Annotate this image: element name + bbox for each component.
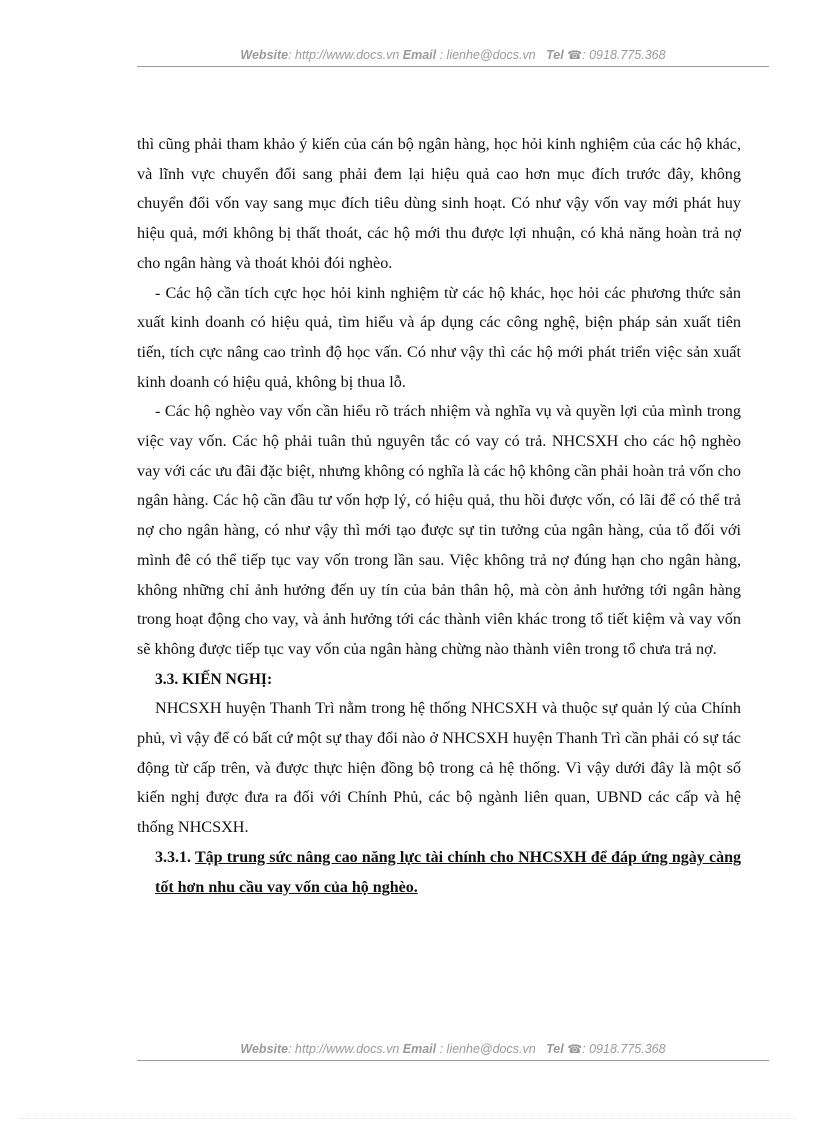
subsection-title: Tập trung sức nâng cao năng lực tài chính cho NHCSXH để đáp ứng ngày càng tốt hơn nhu cầu vay vốn của hộ nghèo. <box>155 848 741 896</box>
footer-tel-value: : 0918.775.368 <box>582 1042 666 1056</box>
page-edge-divider <box>20 1118 796 1119</box>
header-tel-label: Tel <box>546 48 564 62</box>
paragraph-1: thì cũng phải tham khảo ý kiến của cán bộ ngân hàng, học hỏi kinh nghiệm của các hộ khác, và lĩnh vực chuyển đổi sang phải đem lại hiệu quả cao hơn mục đích trước đây, không chuyển đổi vốn vay sang mục đích tiêu dùng sinh hoạt. Có như vậy vốn vay mới phát huy hiệu quả, mới không bị thất thoát, các hộ mới thu được lợi nhuận, có khả năng hoàn trả nợ cho ngân hàng và thoát khỏi đói nghèo. <box>137 135 741 272</box>
paragraph-3: - Các hộ nghèo vay vốn cần hiểu rõ trách nhiệm và nghĩa vụ và quyền lợi của mình trong việc vay vốn. Các hộ phải tuân thủ nguyên tắc có vay có trả. NHCSXH cho các hộ nghèo vay với các ưu đãi đặc biệt, nhưng không có nghĩa là các hộ không cần phải hoàn trả vốn cho ngân hàng. Các hộ cần đầu tư vốn hợp lý, có hiệu quả, thu hồi được vốn, có lãi để có thể trả nợ cho ngân hàng, có như vậy thì mới tạo được sự tin tưởng của ngân hàng, của tổ đối với mình đê có thể tiếp tục vay vốn trong lần sau. Việc không trả nợ đúng hạn cho ngân hàng, không những chỉ ảnh hưởng đến uy tín của bản thân hộ, mà còn ảnh hưởng tới ngân hàng trong hoạt động cho vay, và ảnh hưởng tới các thành viên khác trong tổ tiết kiệm và vay vốn sẽ không được tiếp tục vay vốn của ngân hàng chừng nào thành viên trong tổ chưa trả nợ. <box>137 402 741 658</box>
header-tel-value: : 0918.775.368 <box>582 48 666 62</box>
footer-website-value: : http://www.docs.vn <box>288 1042 400 1056</box>
header-website-label: Website <box>240 48 289 62</box>
footer-tel-label: Tel <box>546 1042 564 1056</box>
footer-email-value: : lienhe@docs.vn <box>439 1042 536 1056</box>
paragraph-2: - Các hộ cần tích cực học hỏi kinh nghiệm từ các hộ khác, học hỏi các phương thức sản xuất kinh doanh có hiệu quả, tìm hiểu và áp dụng các công nghệ, biện pháp sản xuất tiên tiến, tích cực nâng cao trình độ học vấn. Có như vậy thì các hộ mới phát triển việc sản xuất kinh doanh có hiệu quả, không bị thua lỗ. <box>137 283 741 391</box>
phone-icon: ☎ <box>567 48 583 62</box>
header-email-label: Email <box>402 48 437 62</box>
page-footer <box>137 1042 769 1061</box>
document-body <box>137 130 741 902</box>
footer-website-label: Website <box>240 1042 289 1056</box>
phone-icon: ☎ <box>567 1042 583 1056</box>
subsection-number: 3.3.1. <box>155 848 191 866</box>
header-email-value: : lienhe@docs.vn <box>439 48 536 62</box>
page-header <box>137 48 769 67</box>
header-website-value: : http://www.docs.vn <box>288 48 400 62</box>
footer-email-label: Email <box>402 1042 437 1056</box>
paragraph-4: NHCSXH huyện Thanh Trì nằm trong hệ thống NHCSXH và thuộc sự quản lý của Chính phủ, vì vậy để có bất cứ một sự thay đổi nào ở NHCSXH huyện Thanh Trì cần phải có sự tác động từ cấp trên, và được thực hiện đồng bộ trong cả hệ thống. Vì vậy dưới đây là một số kiến nghị được đưa ra đối với Chính Phủ, các bộ ngành liên quan, UBND các cấp và hệ thống NHCSXH. <box>137 699 741 837</box>
subsection-heading <box>137 843 741 902</box>
section-heading: 3.3. KIẾN NGHỊ: <box>155 670 273 688</box>
